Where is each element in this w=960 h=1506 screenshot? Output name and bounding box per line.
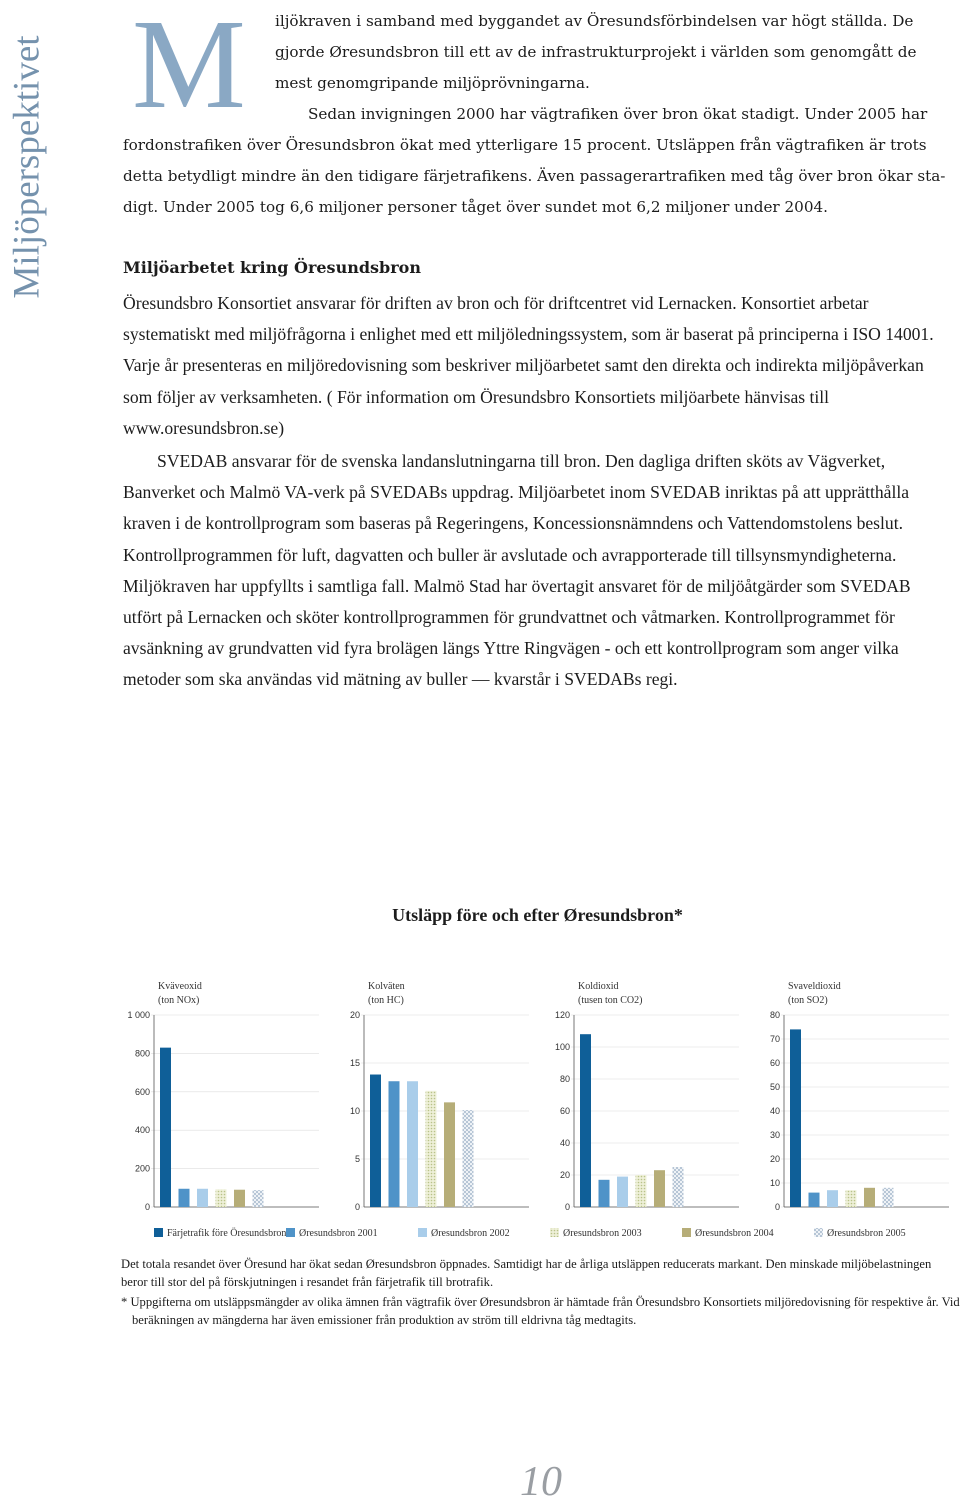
chart-caption: Det totala resandet över Öresund har ökat sedan Øresundsbron öppnades. Samtidigt har de årliga utsläppen reducerats markant. Den minskade miljöbelastningen beror till stor del på förskjutningen i resandet från färjetrafik till brotrafik. bbox=[121, 1257, 932, 1289]
y-tick-label: 0 bbox=[564, 1202, 570, 1212]
y-tick-label: 80 bbox=[769, 1010, 780, 1020]
y-tick-label: 60 bbox=[559, 1106, 570, 1116]
y-tick-label: 20 bbox=[349, 1010, 360, 1020]
bar-3-3 bbox=[846, 1190, 857, 1207]
y-tick-label: 0 bbox=[354, 1202, 360, 1212]
chart-footnote: * Uppgifterna om utsläppsmängder av olika ämnen från vägtrafik över Øresundsbron är hämtade från Öresundsbro Konsortiets miljöredovisning för respektive år. Vid beräkningen av mängderna har även emissioner från produktion av ström till eldrivna tåg medtagits. bbox=[121, 1295, 960, 1327]
side-tab bbox=[0, 0, 52, 330]
bar-3-2 bbox=[827, 1190, 838, 1207]
panel-title-2: Koldioxid bbox=[578, 981, 619, 992]
intro-paragraph bbox=[123, 0, 953, 223]
bar-3-5 bbox=[883, 1188, 894, 1207]
panel-ylabel-1: (ton HC) bbox=[368, 995, 404, 1006]
panel-ylabel-0: (ton NOx) bbox=[158, 995, 200, 1006]
panel-ylabel-3: (ton SO2) bbox=[788, 995, 828, 1006]
panel-title-0: Kväveoxid bbox=[158, 981, 202, 992]
bar-0-2 bbox=[197, 1189, 208, 1207]
bar-2-2 bbox=[617, 1177, 628, 1207]
bar-0-4 bbox=[234, 1190, 245, 1207]
legend-swatch bbox=[418, 1228, 427, 1237]
y-tick-label: 10 bbox=[349, 1106, 360, 1116]
y-tick-label: 5 bbox=[354, 1154, 360, 1164]
intro-line-7: digt. Under 2005 tog 6,6 miljoner personer tåget över sundet mot 6,2 miljoner under 2004. bbox=[123, 198, 829, 216]
bar-1-5 bbox=[463, 1110, 474, 1207]
legend-label: Färjetrafik före Öresundsbron bbox=[167, 1228, 287, 1239]
intro-line-6: detta betydligt mindre än den tidigare färjetrafikens. Även passagerartrafiken med tåg över bron ökar sta- bbox=[123, 167, 946, 185]
intro-line-5: fordonstrafiken över Öresundsbron ökat med ytterligare 15 procent. Utsläppen från vägtrafiken är trots bbox=[123, 136, 927, 154]
y-tick-label: 40 bbox=[769, 1106, 780, 1116]
bar-0-5 bbox=[253, 1190, 264, 1207]
y-tick-label: 50 bbox=[769, 1082, 780, 1092]
bar-1-2 bbox=[407, 1081, 418, 1207]
intro-line-2: gjorde Øresundsbron till ett av de infrastrukturprojekt i världen som genomgått de bbox=[275, 43, 917, 61]
paragraph-konsortiet: Öresundsbro Konsortiet ansvarar för driften av bron och för driftcentret vid Lernacken. Konsortiet arbetar systematiskt med miljöfrågorna i enlighet med ett miljöledningssystem, som är baserat på principerna i ISO 14001. Varje år presenteras en miljöredovisning som beskriver miljöarbetet samt den direkta och indirekta miljöpåverkan som följer av verksamheten. ( För information om Öresundsbro Konsortiets miljöarbete hänvisas till www.oresundsbron.se) bbox=[123, 293, 934, 438]
dropcap-letter: M bbox=[132, 0, 246, 135]
legend-label: Øresundsbron 2004 bbox=[695, 1228, 774, 1239]
legend-swatch bbox=[286, 1228, 295, 1237]
section-heading: Miljöarbetet kring Öresundsbron bbox=[123, 258, 421, 277]
legend-label: Øresundsbron 2003 bbox=[563, 1228, 642, 1239]
y-tick-label: 15 bbox=[349, 1058, 360, 1068]
bar-0-0 bbox=[160, 1048, 171, 1207]
y-tick-label: 20 bbox=[559, 1170, 570, 1180]
bar-1-3 bbox=[426, 1091, 437, 1207]
y-tick-label: 0 bbox=[144, 1202, 150, 1212]
y-tick-label: 200 bbox=[134, 1163, 150, 1174]
legend-label: Øresundsbron 2001 bbox=[299, 1228, 378, 1239]
legend-swatch bbox=[154, 1228, 163, 1237]
legend-label: Øresundsbron 2002 bbox=[431, 1228, 510, 1239]
intro-line-3: mest genomgripande miljöprövningarna. bbox=[275, 74, 590, 92]
y-tick-label: 800 bbox=[134, 1048, 150, 1059]
bar-3-4 bbox=[864, 1188, 875, 1207]
page-number: 10 bbox=[520, 1459, 562, 1505]
bar-2-5 bbox=[673, 1167, 684, 1207]
y-tick-label: 80 bbox=[559, 1074, 570, 1084]
y-tick-label: 1 000 bbox=[127, 1010, 150, 1020]
bar-0-1 bbox=[179, 1189, 190, 1207]
legend-swatch bbox=[814, 1228, 823, 1237]
y-tick-label: 400 bbox=[134, 1125, 150, 1136]
bar-2-0 bbox=[580, 1034, 591, 1207]
bar-2-3 bbox=[636, 1175, 647, 1207]
y-tick-label: 40 bbox=[559, 1138, 570, 1148]
y-tick-label: 20 bbox=[769, 1154, 780, 1164]
legend-swatch bbox=[682, 1228, 691, 1237]
bar-3-1 bbox=[809, 1193, 820, 1207]
chart-heading: Utsläpp före och efter Øresundsbron* bbox=[392, 905, 683, 925]
bar-0-3 bbox=[216, 1189, 227, 1207]
y-tick-label: 60 bbox=[769, 1058, 780, 1068]
bar-1-4 bbox=[444, 1102, 455, 1207]
bar-2-1 bbox=[599, 1180, 610, 1207]
bar-2-4 bbox=[654, 1170, 665, 1207]
y-tick-label: 100 bbox=[554, 1042, 570, 1052]
bar-1-1 bbox=[389, 1081, 400, 1207]
panel-title-1: Kolväten bbox=[368, 981, 405, 992]
y-tick-label: 600 bbox=[134, 1086, 150, 1097]
y-tick-label: 70 bbox=[769, 1034, 780, 1044]
panel-title-3: Svaveldioxid bbox=[788, 981, 841, 992]
paragraph-svedab: SVEDAB ansvarar för de svenska landanslutningarna till bron. Den dagliga driften sköts av Vägverket, Banverket och Malmö VA-verk på SVEDABs uppdrag. Miljöarbetet inom SVEDAB inriktas på att upprätthålla kraven i de kontrollprogram som baseras på Regeringens, Koncessionsnämndens och Vattendomstolens beslut. Kontrollprogrammen för luft, dagvatten och buller är avslutade och avrapporterade till tillsynsmyndigheterna. Miljökraven har uppfyllts i samtliga fall. Malmö Stad har övertagit ansvaret för de miljöåtgärder som SVEDAB utfört på Lernacken och sköter kontrollprogrammen för grundvattnet och våtmarken. Kontrollprogrammet för avsänkning av grundvatten vid fyra brolägen längs Yttre Ringvägen - och ett kontrollprogram som anger vilka metoder som ska användas vid mätning av buller — kvarstår i SVEDABs regi. bbox=[123, 451, 911, 690]
bar-3-0 bbox=[790, 1029, 801, 1207]
legend-label: Øresundsbron 2005 bbox=[827, 1228, 906, 1239]
intro-line-4: Sedan invigningen 2000 har vägtrafiken över bron ökat stadigt. Under 2005 har bbox=[308, 105, 928, 123]
y-tick-label: 0 bbox=[774, 1202, 780, 1212]
bar-1-0 bbox=[370, 1075, 381, 1207]
y-tick-label: 120 bbox=[554, 1010, 570, 1020]
panel-ylabel-2: (tusen ton CO2) bbox=[578, 995, 643, 1006]
intro-line-1: iljökraven i samband med byggandet av Öresundsförbindelsen var högt ställda. De bbox=[275, 12, 914, 30]
y-tick-label: 30 bbox=[769, 1130, 780, 1140]
legend-swatch bbox=[550, 1228, 559, 1237]
y-tick-label: 10 bbox=[769, 1178, 780, 1188]
section-side-title: Miljöperspektivet bbox=[6, 35, 48, 299]
emissions-charts bbox=[118, 965, 958, 1250]
